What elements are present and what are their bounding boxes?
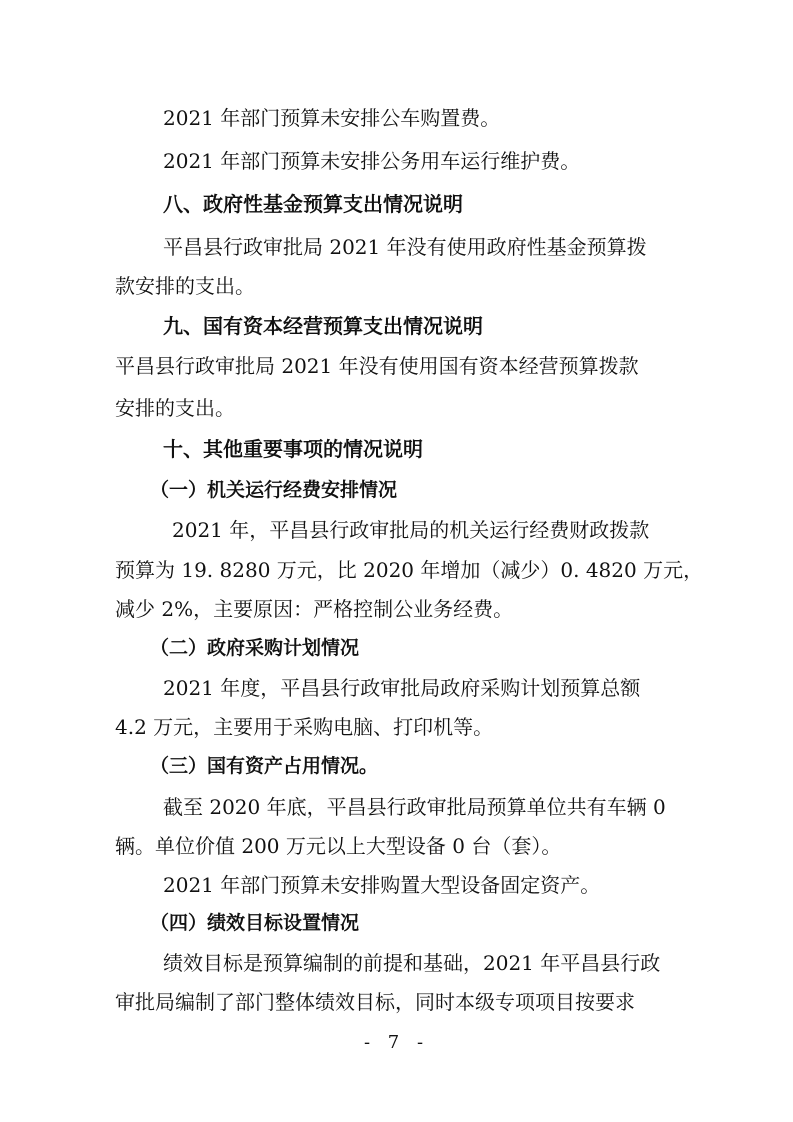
subsection-heading-3: （三）国有资产占用情况。 [150,755,379,777]
paragraph-line: 绩效目标是预算编制的前提和基础，2021 年平昌县行政 [163,951,661,975]
subsection-heading-1: （一）机关运行经费安排情况 [150,479,398,501]
paragraph-line: 截至 2020 年底，平昌县行政审批局预算单位共有车辆 0 [163,795,666,819]
paragraph-line: 2021 年部门预算未安排购置大型设备固定资产。 [163,873,601,897]
section-heading-8: 八、政府性基金预算支出情况说明 [163,192,463,216]
section-heading-10: 十、其他重要事项的情况说明 [163,437,423,461]
paragraph-line: 2021 年，平昌县行政审批局的机关运行经费财政拨款 [172,518,650,542]
paragraph-line: 4.2 万元，主要用于采购电脑、打印机等。 [115,715,494,739]
subsection-heading-2: （二）政府采购计划情况 [150,637,360,659]
paragraph-line: 辆。单位价值 200 万元以上大型设备 0 台（套）。 [115,834,562,858]
paragraph-line: 平昌县行政审批局 2021 年没有使用国有资本经营预算拨款 [115,354,639,378]
paragraph-line: 平昌县行政审批局 2021 年没有使用政府性基金预算拨 [163,235,647,259]
section-heading-9: 九、国有资本经营预算支出情况说明 [163,314,483,338]
paragraph-line: 2021 年部门预算未安排公务用车运行维护费。 [163,149,581,173]
paragraph-line: 款安排的支出。 [115,274,255,298]
paragraph-line: 审批局编制了部门整体绩效目标，同时本级专项项目按要求 [115,990,635,1014]
page-number: - 7 - [363,1032,430,1053]
paragraph-line: 减少 2%，主要原因：严格控制公业务经费。 [115,597,514,621]
paragraph-line: 安排的支出。 [115,396,235,420]
subsection-heading-4: （四）绩效目标设置情况 [150,912,360,934]
paragraph-line: 2021 年度，平昌县行政审批局政府采购计划预算总额 [163,676,641,700]
paragraph-line: 2021 年部门预算未安排公车购置费。 [163,106,501,130]
paragraph-line: 预算为 19. 8280 万元，比 2020 年增加（减少）0. 4820 万元， [115,558,704,582]
